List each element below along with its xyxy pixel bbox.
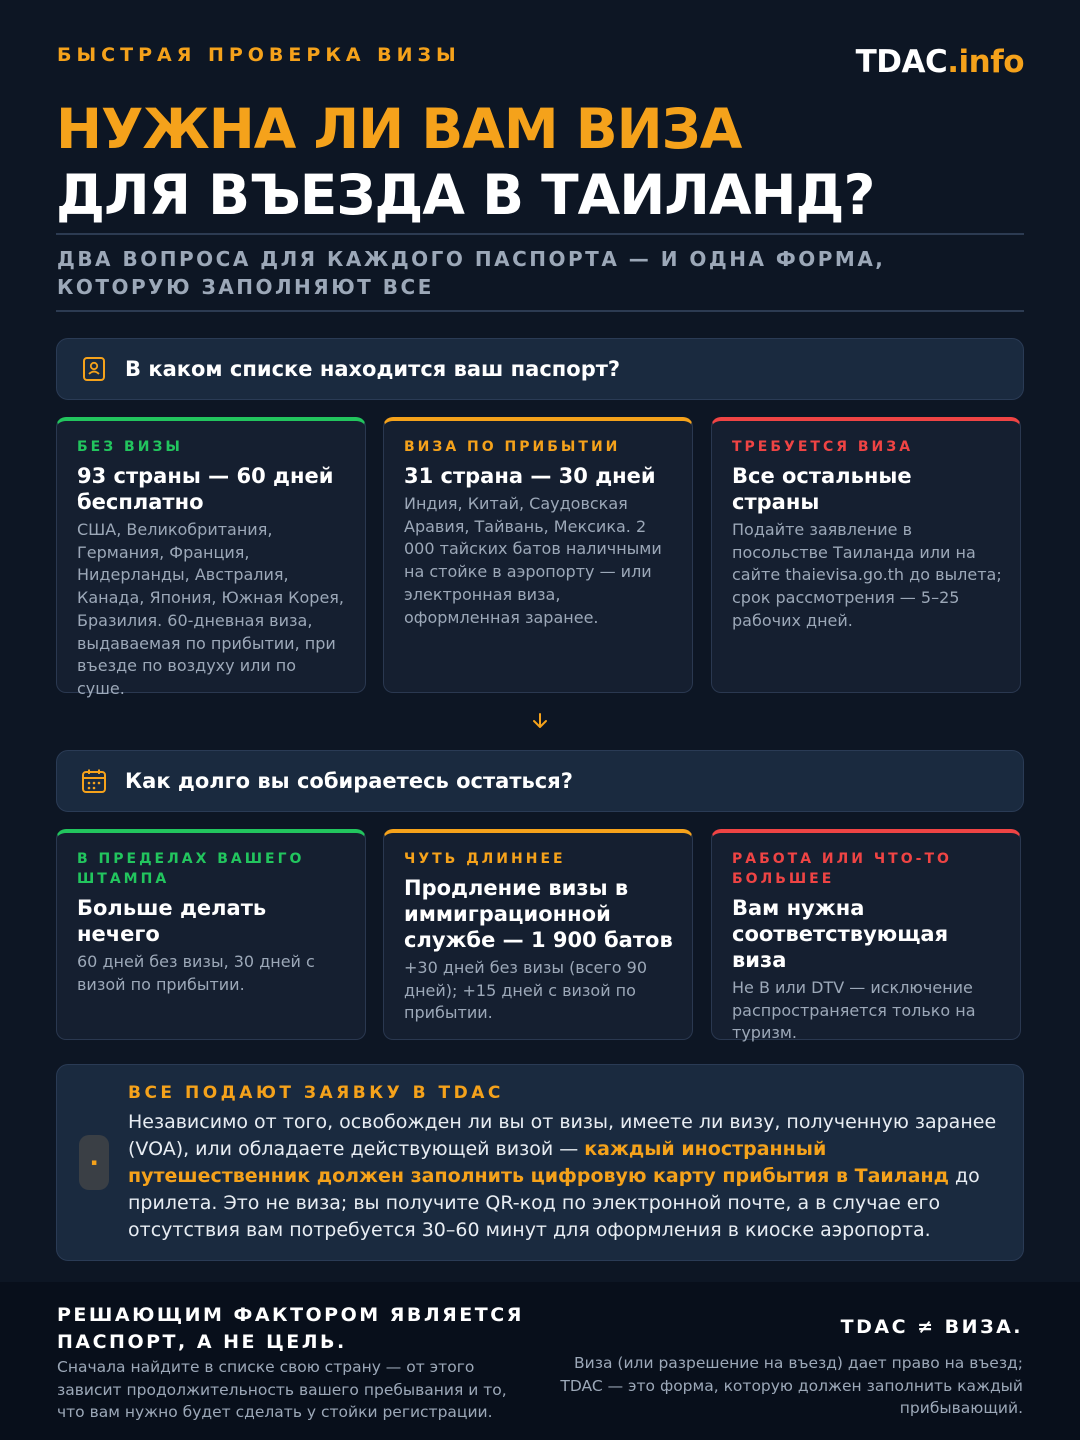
footer-right-title: TDAC ≠ ВИЗА. [840,1316,1023,1338]
tdac-text [128,1109,1008,1244]
card-tag: ЧУТЬ ДЛИННЕЕ [404,851,566,867]
card-body: +30 дней без визы (всего 90 дней); +15 дней с визой по прибытии. [404,958,648,1023]
question-passport-text: В каком списке находится ваш паспорт? [125,357,621,381]
card-work-or-more [711,829,1021,1043]
card-title: 31 страна — 30 дней [404,464,656,488]
card-visa-on-arrival [383,417,693,693]
card-tag: ВИЗА ПО ПРИБЫТИИ [404,439,621,455]
card-title: 93 страны — 60 дней бесплатно [77,464,334,514]
question-stay-text: Как долго вы собираетесь остаться? [125,769,573,793]
question-stay-length [56,750,1024,812]
card-body: Индия, Китай, Саудовская Аравия, Тайвань, Мексика. 2 000 тайских батов наличными на стойке в аэропорту — или электронная виза, оформленная заранее. [404,494,662,627]
card-slightly-longer [383,829,693,1040]
card-within-stamp [56,829,366,1040]
card-body: США, Великобритания, Германия, Франция, Нидерланды, Австралия, Канада, Япония, Южная Корея, Бразилия. 60-дневная виза, выдаваемая по прибытии, при въезде по воздуху или по суше. [77,520,345,698]
phone-icon: ▪ [79,1135,109,1190]
page-title-line1: НУЖНА ЛИ ВАМ ВИЗА [56,97,742,161]
card-tag: РАБОТА ИЛИ ЧТО-ТО БОЛЬШЕЕ [732,851,952,887]
card-tag: БЕЗ ВИЗЫ [77,439,183,455]
calendar-icon [81,768,107,794]
tdac-text-highlight: каждый иностранный путешественник должен заполнить цифровую карту прибытия в Таиланд [128,1138,949,1187]
divider-bottom [56,310,1024,312]
card-body: 60 дней без визы, 30 дней с визой по прибытии. [77,952,315,994]
page-title-line2: ДЛЯ ВЪЕЗДА В ТАИЛАНД? [56,163,875,227]
tdac-text-start: Независимо от того, освобожден ли вы от визы, имеете ли визу, полученную заранее (VOA), или обладаете действующей визой — [128,1111,997,1160]
card-title: Продление визы в иммиграционной службе — 1 900 батов [404,876,673,952]
card-title: Все остальные страны [732,464,912,514]
card-tag: В ПРЕДЕЛАХ ВАШЕГО ШТАМПА [77,851,305,887]
kicker: БЫСТРАЯ ПРОВЕРКА ВИЗЫ [57,44,461,66]
arrow-down-icon [531,710,549,732]
divider-top [56,233,1024,235]
card-visa-free [56,417,366,698]
footer [0,1282,1080,1440]
footer-left-body: Сначала найдите в списке свою страну — от этого зависит продолжительность вашего пребывания и то, что вам нужно будет сделать у стойки регистрации. [57,1358,507,1421]
question-passport-list [56,338,1024,400]
footer-right-body: Виза (или разрешение на въезд) дает право на въезд; TDAC — это форма, которую должен заполнить каждый прибывающий. [560,1354,1023,1417]
passport-icon [81,356,107,382]
card-tag: ТРЕБУЕТСЯ ВИЗА [732,439,914,455]
card-title: Больше делать нечего [77,896,267,946]
card-body: Подайте заявление в посольстве Таиланда или на сайте thaievisa.go.th до вылета; срок рассмотрения — 5–25 рабочих дней. [732,520,1002,630]
brand-suffix: .info [947,44,1024,80]
brand-logo[interactable] [856,44,1024,80]
card-visa-required [711,417,1021,693]
tdac-tag: ВСЕ ПОДАЮТ ЗАЯВКУ В TDAC [128,1083,504,1103]
footer-left-title: РЕШАЮЩИМ ФАКТОРОМ ЯВЛЯЕТСЯ ПАСПОРТ, А НЕ ЦЕЛЬ. [57,1304,524,1353]
brand-name: TDAC [855,44,948,80]
page-subtitle: ДВА ВОПРОСА ДЛЯ КАЖДОГО ПАСПОРТА — И ОДНА ФОРМА, КОТОРУЮ ЗАПОЛНЯЮТ ВСЕ [57,247,886,299]
tdac-callout [56,1064,1024,1261]
tdac-text-end: до прилета. Это не виза; вы получите QR-код по электронной почте, а в случае его отсутствия вам потребуется 30–60 минут для оформления в киоске аэропорта. [128,1165,980,1241]
card-body: Не В или DTV — исключение распространяется только на туризм. [732,978,976,1043]
card-title: Вам нужна соответствующая виза [732,896,949,972]
page-title [56,96,874,228]
